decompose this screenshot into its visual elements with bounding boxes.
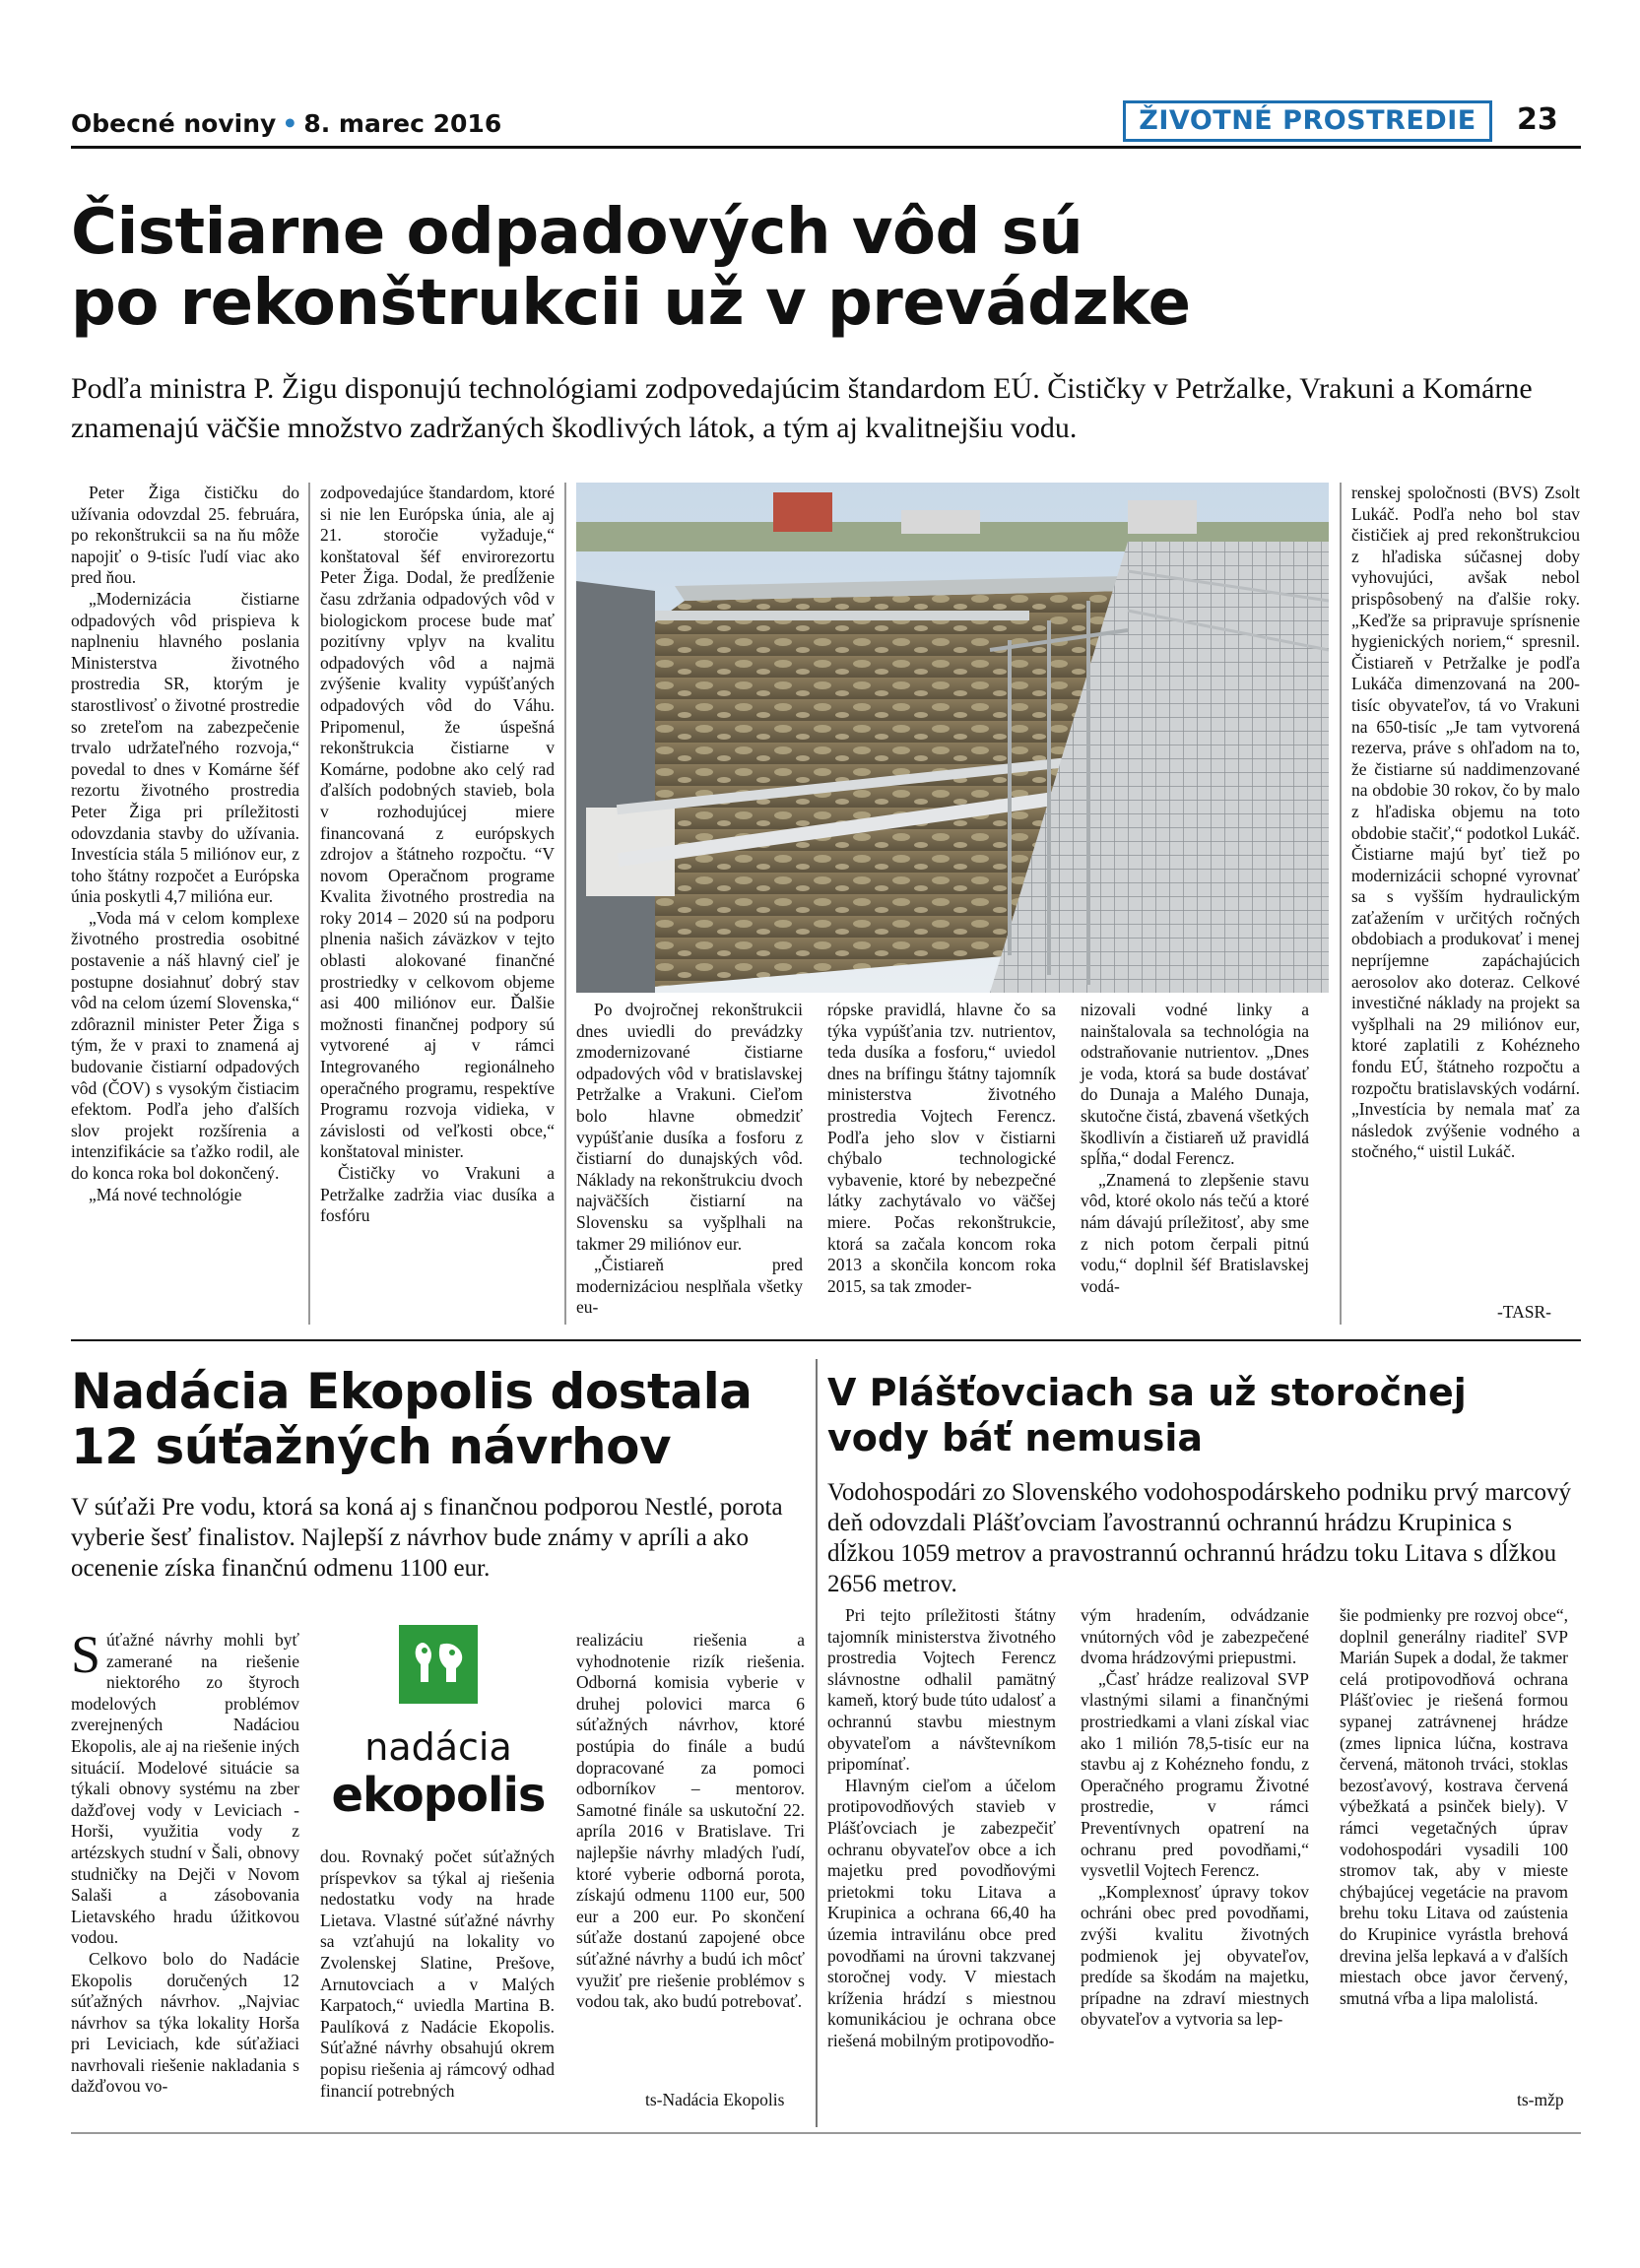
plastovce-column-1 xyxy=(827,1605,1056,2051)
section-rule xyxy=(71,1339,1581,1341)
ekopolis-headline xyxy=(71,1364,800,1474)
main-credit: -TASR- xyxy=(1497,1302,1551,1322)
paragraph: „Časť hrádze realizoval SVP vlastnými silami a finančnými prostriedkami a vlani získal viac ako 1 milión 78,5-tisíc eur na stavbu aj z Kohézneho fondu, z Operačného programu Životné prostredie, v rámci Preventívnych opatrení na ochranu pred povodňami,“ vysvetlil Vojtech Ferencz. xyxy=(1081,1668,1309,1881)
paragraph: Čističky vo Vrakuni a Petržalke zadržia viac dusíka a fosfóru xyxy=(320,1163,555,1226)
paragraph: vým hradením, odvádzanie vnútorných vôd je zabezpečené dvoma hrádzovými priepustmi. xyxy=(1081,1605,1309,1668)
photo-graphic xyxy=(576,483,1329,993)
ekopolis-lead: V súťaži Pre vodu, ktorá sa koná aj s finančnou podporou Nestlé, porota vyberie šesť finalistov. Najlepší z návrhov bude známy v apríli a ako ocenenie získa finančnú odmenu 1100 eur. xyxy=(71,1494,783,1582)
paragraph: realizáciu riešenia a vyhodnotenie rizík riešenia. Odborná komisia vyberie v druhej polovici marca 6 súťažných návrhov, ktoré postúpia do finále a budú dopracované za pomoci odborníkov – mentorov. Samotné finále sa uskutoční 22. apríla 2016 v Bratislave. Tri najlepšie návrhy mladých ľudí, ktoré vyberie odborná porota, získajú odmenu 1100 eur, 500 eur a 200 eur. Po skončení súťaže dostanú zapojené obce súťažné návrhy a budú ich môcť využiť pre riešenie problémov s vodou tak, ako budú potrebovať. xyxy=(576,1630,805,2012)
paragraph: Peter Žiga čističku do užívania odovzdal 25. februára, po rekonštrukcii sa na ňu môže napojiť o 9-tisíc ľudí viac ako pred ňou. xyxy=(71,483,299,588)
paragraph xyxy=(71,1625,299,1949)
ekopolis-logo xyxy=(320,1625,557,1842)
ekopolis-column-3 xyxy=(576,1630,805,2013)
paragraph: „Komplexnosť úpravy tokov ochráni obec pred povodňami, zvýši kvalitu životných podmienok jej obyvateľov, predíde sa škodám na majetku, prípadne na zdraví miestnych obyvateľov a vytvoria sa lep- xyxy=(1081,1881,1309,2030)
main-headline xyxy=(71,197,1578,339)
ekopolis-headline-line1: Nadácia Ekopolis dostala xyxy=(71,1363,753,1420)
drop-cap: S xyxy=(71,1625,101,1684)
column-divider xyxy=(1340,483,1342,1325)
main-headline-line2: po rekonštrukcii už v prevádzke xyxy=(71,267,1191,340)
paragraph: zodpovedajúce štandardom, ktoré si nie len Európska únia, ale aj 21. storočie vyžaduje,“ konštatoval šéf envirorezortu Peter Žiga. Dodal, že predĺženie času zdržania odpadových vôd v biologickom procese bude mať pozitívny vplyv na kvalitu odpadových vôd a najmä zvýšenie kvality vypúšťaných odpadových vôd do Váhu. Pripomenul, že úspešná rekonštrukcia čistiarne v Komárne, podobne ako celý rad ďalších podobných stavieb, bola v rozhodujúcej miere financovaná z európskych zdrojov a štátneho rozpočtu. “V novom Operačnom programe Kvalita životného prostredia na roky 2014 – 2020 sú na podporu plnenia našich záväzkov v tejto oblasti alokované finančné prostriedky v celkovom objeme asi 400 miliónov eur. Ďalšie možnosti finančnej podpory sú vytvorené aj v rámci Integrovaného regionálneho operačného programu, respektíve Programu rozvoja vidieka, v závislosti od veľkosti obce,“ konštatoval minister. xyxy=(320,483,555,1162)
paragraph: „Modernizácia čistiarne odpadových vôd prispieva k naplneniu hlavného poslania Ministerstva životného prostredia SR, ktorým je starostlivosť o životné prostredie so zreteľom na zabezpečenie trvalo udržateľného rozvoja,“ povedal to dnes v Komárne šéf rezortu životného prostredia Peter Žiga pri príležitosti odovzdania stavby do užívania. Investícia stála 5 miliónov eur, z toho štátny rozpočet a Európska únia poskytli 4,7 milióna eur. xyxy=(71,588,299,907)
main-column-6 xyxy=(1351,483,1580,1163)
main-column-5 xyxy=(1081,1000,1309,1297)
paragraph: dou. Rovnaký počet súťažných príspevkov sa týkal aj riešenia nedostatku vody na hrade Lietava. Vlastné súťažné návrhy sa vzťahujú na lokality vo Zvolenskej Slatine, Prešove, Arnutovciach a v Malých Karpatoch,“ uviedla Martina B. Paulíková z Nadácie Ekopolis. Súťažné návrhy obsahujú okrem popisu riešenia aj rámcový odhad financií potrebných xyxy=(320,1847,555,2101)
section-label: ŽIVOTNÉ PROSTREDIE xyxy=(1123,100,1492,142)
article-divider xyxy=(816,1359,818,2127)
ekopolis-headline-line2: 12 súťažných návrhov xyxy=(71,1418,672,1475)
paragraph: nizovali vodné linky a nainštalovala sa technológia na odstraňovanie nutrientov. „Dnes je voda, ktorá sa bude dostávať do Dunaja a Malého Dunaja, skutočne čistá, zbavená všetkých škodlivín a čistiareň už pravidlá spĺňa,“ dodal Ferencz. xyxy=(1081,1000,1309,1169)
main-headline-line1: Čistiarne odpadových vôd sú xyxy=(71,196,1083,269)
paragraph: Hlavným cieľom a účelom protipovodňových stavieb v Plášťovciach je zabezpečiť ochranu obyvateľov obce a ich majetku pred povodňovými prietokmi toku Litava a Krupinica a ochrana 66,40 ha územia intravilánu obce pred povodňami na úrovni takzvanej storočnej vody. V miestach kríženia hrádzí s miestnou komunikáciou je ochrana obce riešená mobilným protipovodňo- xyxy=(827,1775,1056,2050)
plastovce-headline-line1: V Plášťovciach sa už storočnej xyxy=(827,1371,1467,1414)
paragraph-text: úťažné návrhy mohli byť zamerané na riešenie niektorého zo štyroch modelových problémov zverejnených Nadáciou Ekopolis, ale aj na riešenie iných situácií. Modelové situácie sa týkali obnovy systému na zber dažďovej vody v Leviciach - Horši, využitia vody z artézskych studní v Šali, obnovy studničky na Dejči v Novom Salaši a zásobovania Lietavského hradu úžitkovou vodou. xyxy=(71,1630,299,1948)
paragraph: „Má nové technológie xyxy=(89,1184,242,1204)
plastovce-headline xyxy=(827,1370,1576,1460)
paper-masthead xyxy=(71,109,501,138)
paper-name: Obecné noviny xyxy=(71,109,277,138)
column-divider xyxy=(564,483,566,1325)
plastovce-headline-line2: vody báť nemusia xyxy=(827,1416,1204,1459)
paragraph: Celkovo bolo do Nadácie Ekopolis doručených 12 súťažných návrhov. „Najviac návrhov sa týka lokality Horša pri Leviciach, kde súťažiaci navrhovali riešenie nakladania s dažďovou vo- xyxy=(71,1948,299,2097)
main-column-3 xyxy=(576,1000,803,1319)
plastovce-lead: Vodohospodári zo Slovenského vodohospodárskeho podniku prvý marcový deň odovzdali Plášťovciam ľavostrannú ochrannú hrádzu Krupinica s dĺžkou 1059 metrov a pravostrannú ochrannú hrádzu toku Litava s dĺžkou 2656 metrov. xyxy=(827,1479,1572,1597)
paragraph: „Znamená to zlepšenie stavu vôd, ktoré okolo nás tečú a ktoré nám dávajú príležitosť, aby sme z nich potom čerpali pitnú vodu,“ doplnil šéf Bratislavskej vodá- xyxy=(1081,1169,1309,1296)
header-rule xyxy=(71,146,1581,149)
logo-text-nadacia: nadácia xyxy=(364,1725,512,1769)
bottom-rule xyxy=(71,2132,1581,2134)
wastewater-treatment-plant-photo xyxy=(576,483,1329,993)
ekopolis-column-1 xyxy=(71,1625,299,2098)
paragraph: šie podmienky pre rozvoj obce“, doplnil generálny riaditeľ SVP Marián Supek a dodal, že takmer celá protipovodňová ochrana Plášťoviec je riešená formou sypanej zatrávnenej hrádze (zmes lipnica lúčna, kostrava červená, mätonoh trváci, stoklas bezosťavový, kostrava červená výbežkatá a psinček biely). V rámci vegetačných úprav vodohospodári vysadili 100 stromov tak, aby v mieste chýbajúcej vegetácie na pravom brehu toku Litava od zaústenia do Krupinice vyrástla brehová drevina jelša lepkavá a v ďalších miestach obce javor červený, smutná vŕba a lipa malolistá. xyxy=(1340,1605,1568,2008)
plastovce-credit: ts-mžp xyxy=(1517,2090,1564,2109)
paragraph: „Voda má v celom komplexe životného prostredia osobitné postavenie a náš hlavný cieľ je postupne dosiahnuť dobrý stav vôd na celom území Slovenska,“ zdôraznil minister Peter Žiga s tým, že v praxi to znamená aj budovanie čistiarní odpadových vôd (ČOV) s vysokým čistiacim efektom. Podľa jeho ďalších slov projekt rozšírenia a intenzifikácie sa ťažko rodil, ale do konca roka bol dokončený. xyxy=(71,907,299,1183)
ekopolis-column-2 xyxy=(320,1847,555,2102)
paragraph: renskej spoločnosti (BVS) Zsolt Lukáč. Podľa neho bol stav čističiek aj pred rekonštrukciou z hľadiska súčasnej doby vyhovujúci, avšak nebol prispôsobený na ďalšie roky. „Keďže sa pripravuje sprísnenie hygienických noriem,“ spresnil. Čistiareň v Petržalke je podľa Lukáča dimenzovaná na 200-tisíc obyvateľov, tá vo Vrakuni na 650-tisíc „Je tam vytvorená rezerva, práve s ohľadom na to, že čistiarne sú naddimenzované na obdobie 30 rokov, čo by malo z hľadiska objemu na toto obdobie stačiť,“ podotkol Lukáč. Čistiarne majú byť tiež po modernizácii schopné vyrovnať sa s vyšším hydraulickým zaťažením v určitých ročných obdobiach a produkovať i menej nepríjemne zapáchajúcich aerosolov ako doteraz. Celkové investičné náklady na projekt sa vyšplhali na 29 miliónov eur, ktoré zaplatili z Kohézneho fondu EÚ, štátneho rozpočtu a rozpočtu bratislavských vodární. „Investícia by nemala mať za následok zvýšenie vodného a stočného,“ uistil Lukáč. xyxy=(1351,483,1580,1162)
page-number: 23 xyxy=(1517,102,1558,137)
paragraph: Pri tejto príležitosti štátny tajomník ministerstva životného prostredia Vojtech Ferencz slávnostne odhalil pamätný kameň, ktorý bude túto udalosť a ochrannú stavbu miestnym obyvateľom a návštevníkom pripomínať. xyxy=(827,1605,1057,1775)
paragraph: rópske pravidlá, hlavne čo sa týka vypúšťania tzv. nutrientov, teda dusíka a fosforu,“ uviedol dnes na brífingu štátny tajomník ministerstva životného prostredia Vojtech Ferencz. Podľa jeho slov v čistiarni chýbalo technologické vybavenie, ktoré by nebezpečné látky zachytávalo vo väčšej miere. Počas rekonštrukcie, ktorá sa začala koncom roka 2013 a skončila koncom roka 2015, sa tak zmoder- xyxy=(827,1000,1056,1296)
bullet-dot: • xyxy=(282,109,298,138)
issue-date: 8. marec 2016 xyxy=(303,109,502,138)
ekopolis-credit: ts-Nadácia Ekopolis xyxy=(645,2090,785,2109)
plastovce-column-2 xyxy=(1081,1605,1309,2031)
main-column-4 xyxy=(827,1000,1056,1297)
paragraph: „Čistiareň pred modernizáciou nesplňala všetky eu- xyxy=(576,1255,803,1318)
logo-text-ekopolis: ekopolis xyxy=(331,1768,546,1823)
main-column-1 xyxy=(71,483,299,1205)
main-lead: Podľa ministra P. Žigu disponujú technológiami zodpovedajúcim štandardom EÚ. Čističky v Petržalke, Vrakuni a Komárne znamenajú väčšie množstvo zadržaných škodlivých látok, a tým aj kvalitnejšiu vodu. xyxy=(71,372,1533,444)
main-column-2 xyxy=(320,483,555,1227)
column-divider xyxy=(308,483,310,1325)
ekopolis-logo-icon xyxy=(399,1625,478,1704)
paragraph: Po dvojročnej rekonštrukcii dnes uviedli do prevádzky zmodernizované čistiarne odpadových vôd v bratislavskej Petržalke a Vrakuni. Cieľom bolo hlavne obmedziť vypúšťanie dusíka a fosforu z čistiarní do dunajských vôd. Náklady na rekonštrukciu dvoch najväčších čistiarní na Slovensku sa vyšplhali na takmer 29 miliónov eur. xyxy=(576,1000,803,1254)
plastovce-column-3 xyxy=(1340,1605,1568,2009)
